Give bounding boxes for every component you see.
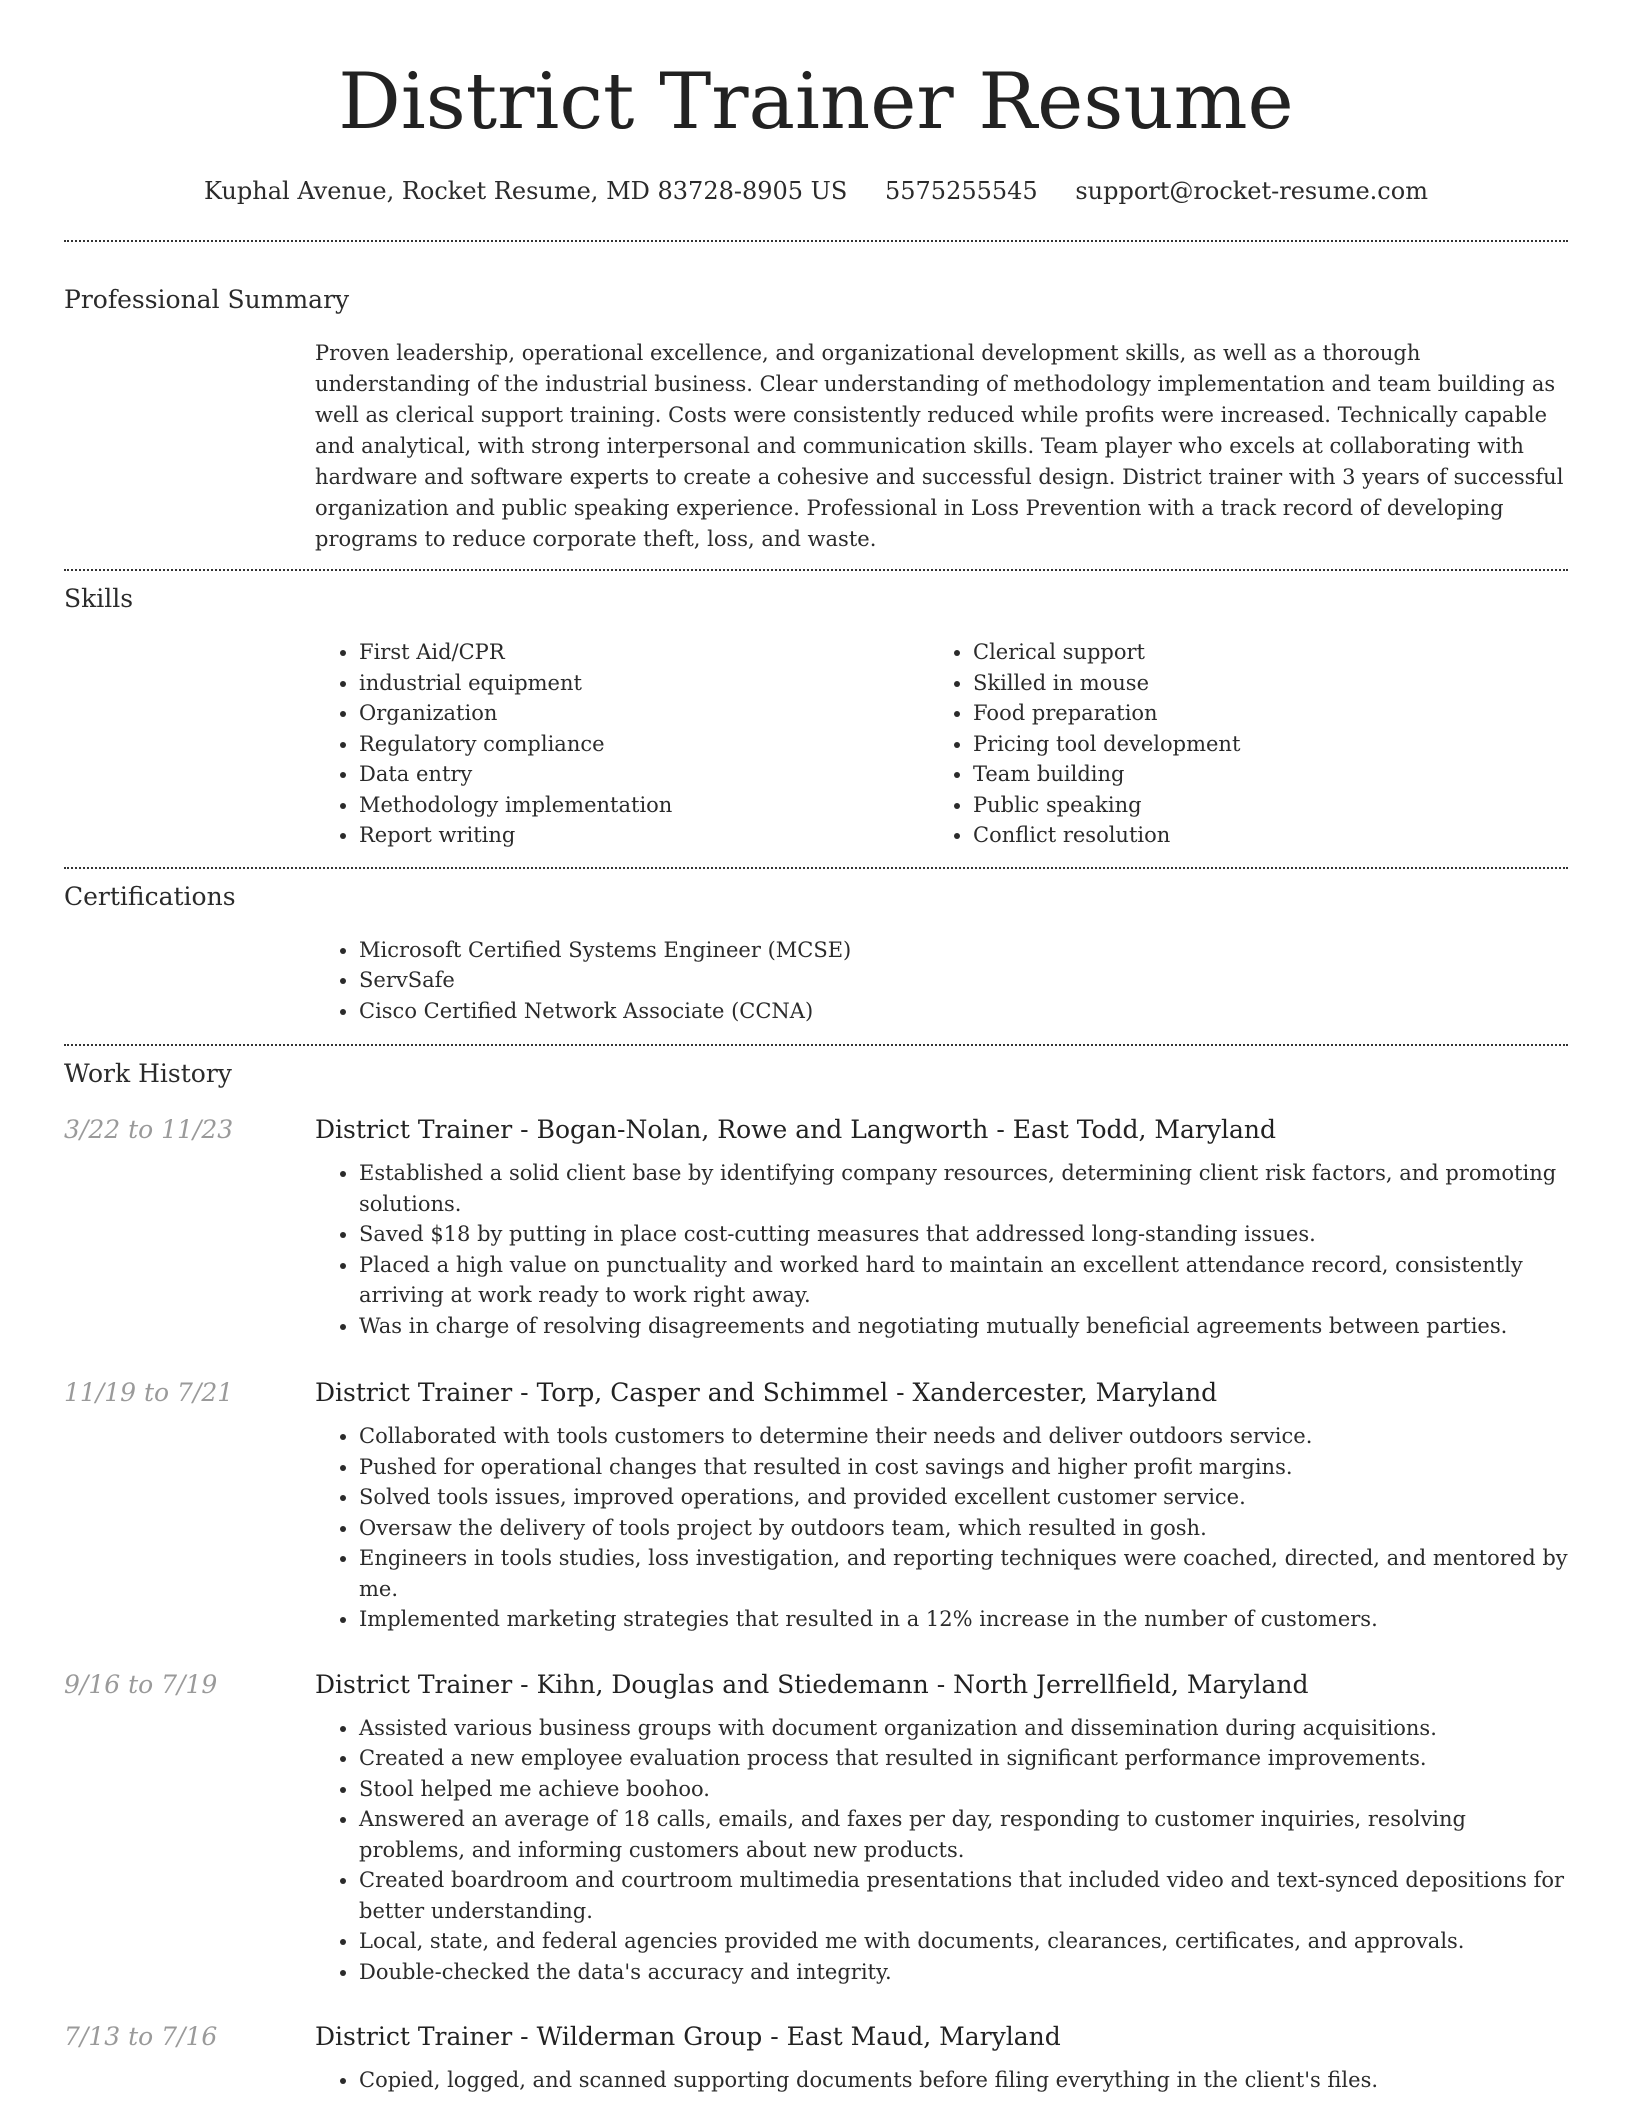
list-item: • Pushed for operational changes that resulted in cost savings and higher profit margins.: [359, 1452, 1568, 1483]
list-item: • Placed a high value on punctuality and worked hard to maintain an excellent attendance record, consistently arriving at work ready to work right away.: [359, 1250, 1568, 1311]
job-title: District Trainer - Wilderman Group - East Maud, Maryland: [315, 2022, 1061, 2051]
job-title: District Trainer - Torp, Casper and Schimmel - Xandercester, Maryland: [315, 1378, 1218, 1407]
summary-section: [64, 282, 1568, 555]
list-item: • Organization: [359, 698, 929, 729]
certifications-section: [64, 879, 1568, 1027]
job-bullets: [315, 1158, 1568, 1341]
list-item: • Clerical support: [973, 637, 1543, 668]
job-entry: [64, 1667, 1568, 1988]
work-history-section: [64, 1056, 1568, 2096]
contact-address: Kuphal Avenue, Rocket Resume, MD 83728-8905 US: [204, 177, 848, 205]
resume-page: [64, 0, 1568, 2096]
job-title: District Trainer - Bogan-Nolan, Rowe and Langworth - East Todd, Maryland: [315, 1115, 1276, 1144]
list-item: • Public speaking: [973, 790, 1543, 821]
list-item: • Copied, logged, and scanned supporting documents before filing everything in the client's files.: [359, 2065, 1568, 2096]
list-item: • Cisco Certified Network Associate (CCNA): [359, 996, 1568, 1027]
list-item: • Saved $18 by putting in place cost-cutting measures that addressed long-standing issues.: [359, 1219, 1568, 1250]
list-item: • Skilled in mouse: [973, 668, 1543, 699]
list-item: • Answered an average of 18 calls, emails, and faxes per day, responding to customer inquiries, resolving problems, and informing customers about new products.: [359, 1804, 1568, 1865]
skills-list-left: [315, 637, 929, 851]
resume-title: District Trainer Resume: [338, 57, 1294, 147]
list-item: • Conflict resolution: [973, 820, 1543, 851]
list-item: • Food preparation: [973, 698, 1543, 729]
list-item: • Implemented marketing strategies that resulted in a 12% increase in the number of customers.: [359, 1604, 1568, 1635]
job-dates: 11/19 to 7/21: [64, 1378, 234, 1407]
summary-body: [315, 338, 1568, 555]
list-item: • Local, state, and federal agencies provided me with documents, clearances, certificates, and approvals.: [359, 1926, 1568, 1957]
skills-columns: [315, 637, 1568, 851]
job-title: District Trainer - Kihn, Douglas and Stiedemann - North Jerrellfield, Maryland: [315, 1669, 1309, 1699]
skills-section: [64, 581, 1568, 851]
job-bullets: [315, 1713, 1568, 1988]
certifications-list: [315, 935, 1568, 1027]
list-item: • Report writing: [359, 820, 929, 851]
list-item: • ServSafe: [359, 965, 1568, 996]
job-entry: [64, 2019, 1568, 2096]
list-item: • First Aid/CPR: [359, 637, 929, 668]
skills-heading: Skills: [64, 584, 134, 613]
work-history-heading: Work History: [64, 1059, 232, 1088]
list-item: • Microsoft Certified Systems Engineer (MCSE): [359, 935, 1568, 966]
list-item: • Established a solid client base by identifying company resources, determining client risk factors, and promoting solutions.: [359, 1158, 1568, 1219]
summary-text: Proven leadership, operational excellence, and organizational development skills, as well as a thorough understanding of the industrial business. Clear understanding of methodology implementation and team building as well as clerical support training. Costs were consistently reduced while profits were increased. Technically capable and analytical, with strong interpersonal and communication skills. Team player who excels at collaborating with hardware and software experts to create a cohesive and successful design. District trainer with 3 years of successful organization and public speaking experience. Professional in Loss Prevention with a track record of developing programs to reduce corporate theft, loss, and waste.: [315, 341, 1564, 551]
list-item: • Oversaw the delivery of tools project by outdoors team, which resulted in gosh.: [359, 1513, 1568, 1544]
section-divider: [64, 1044, 1568, 1046]
list-item: • Double-checked the data's accuracy and integrity.: [359, 1957, 1568, 1988]
list-item: • Created boardroom and courtroom multimedia presentations that included video and text-synced depositions for better understanding.: [359, 1865, 1568, 1926]
job-entry: [64, 1112, 1568, 1341]
job-dates: 3/22 to 11/23: [64, 1115, 234, 1144]
section-divider: [64, 867, 1568, 869]
job-dates: 9/16 to 7/19: [64, 1669, 218, 1699]
list-item: • Stool helped me achieve boohoo.: [359, 1774, 1568, 1805]
list-item: • Assisted various business groups with document organization and dissemination during acquisitions.: [359, 1713, 1568, 1744]
certifications-heading: Certifications: [64, 881, 236, 911]
list-item: • Methodology implementation: [359, 790, 929, 821]
list-item: • Pricing tool development: [973, 729, 1543, 760]
job-dates: 7/13 to 7/16: [64, 2022, 218, 2051]
list-item: • Engineers in tools studies, loss investigation, and reporting techniques were coached, directed, and mentored by me.: [359, 1543, 1568, 1604]
list-item: • Created a new employee evaluation process that resulted in significant performance improvements.: [359, 1743, 1568, 1774]
job-bullets: [315, 2065, 1568, 2096]
list-item: • Team building: [973, 759, 1543, 790]
summary-heading: Professional Summary: [64, 285, 350, 314]
contact-line: [64, 174, 1568, 208]
contact-phone: 5575255545: [884, 177, 1038, 205]
skills-list-right: [929, 637, 1543, 851]
job-entry: [64, 1375, 1568, 1635]
certifications-body: [315, 935, 1568, 1027]
list-item: • industrial equipment: [359, 668, 929, 699]
job-bullets: [315, 1421, 1568, 1635]
list-item: • Collaborated with tools customers to determine their needs and deliver outdoors service.: [359, 1421, 1568, 1452]
list-item: • Data entry: [359, 759, 929, 790]
contact-email: support@rocket-resume.com: [1075, 177, 1428, 205]
section-divider: [64, 240, 1568, 242]
list-item: • Solved tools issues, improved operations, and provided excellent customer service.: [359, 1482, 1568, 1513]
list-item: • Was in charge of resolving disagreements and negotiating mutually beneficial agreements between parties.: [359, 1311, 1568, 1342]
list-item: • Regulatory compliance: [359, 729, 929, 760]
section-divider: [64, 569, 1568, 571]
